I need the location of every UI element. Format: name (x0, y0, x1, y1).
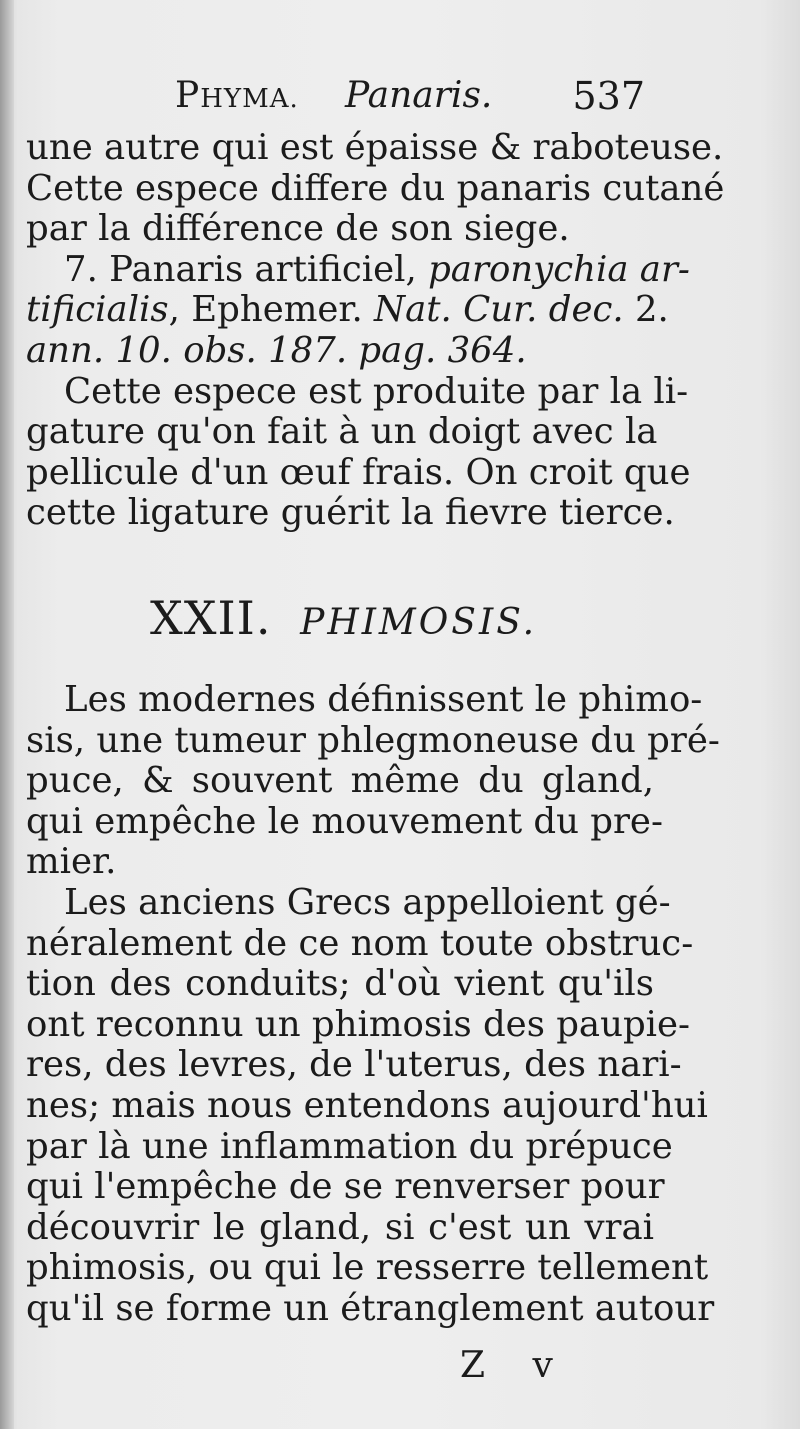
text-line: qu'il se forme un étranglement autour (26, 1287, 715, 1329)
text-line: ont reconnu un phimosis des paupie- (26, 1003, 691, 1045)
section-title: PHIMOSIS. (300, 602, 538, 643)
text-line (26, 289, 669, 331)
text-line: nes; mais nous entendons aujourd'hui (26, 1084, 708, 1126)
text-segment: ann. 10. obs. 187. pag. 364. (26, 329, 527, 371)
text-line: gature qu'on fait à un doigt avec la (26, 411, 658, 453)
text-segment: Nat. Cur. dec. (374, 289, 624, 331)
text-segment: 2. (623, 289, 669, 331)
text-line: mier. (26, 841, 117, 883)
text-line (26, 248, 690, 291)
text-line: cette ligature guérit la fievre tierce. (26, 492, 675, 534)
text-line (26, 331, 654, 372)
text-line: Cette espece differe du panaris cutané (26, 167, 725, 209)
text-line: par là une inflammation du prépuce (26, 1125, 673, 1167)
text-line: néralement de ce nom toute obstruc- (26, 922, 694, 964)
text-line: puce, & souvent même du gland, (26, 760, 654, 802)
text-line: res, des levres, de l'uterus, des nari- (26, 1044, 682, 1086)
text-line: tion des conduits; d'où vient qu'ils (26, 963, 654, 1005)
text-line: Cette espece est produite par la li- (64, 370, 689, 412)
text-line: découvrir le gland, si c'est un vrai (26, 1206, 654, 1248)
text-line: pellicule d'un œuf frais. On croit que (26, 451, 691, 493)
paragraph-block-phimosis (26, 679, 720, 1330)
running-title: PHYMA. (175, 75, 299, 116)
text-segment: , Ephemer. (168, 289, 375, 331)
page-gutter-shadow (0, 0, 14, 1429)
text-line: phimosis, ou qui le resserre tellement (26, 1247, 709, 1289)
section-number: XXII. (150, 591, 272, 645)
signature-mark: Z v (460, 1345, 571, 1386)
text-segment: 7. Panaris artificiel, (64, 248, 429, 290)
page-number: 537 (572, 74, 645, 118)
running-header (175, 68, 655, 124)
text-segment: paronychia ar- (428, 248, 690, 290)
text-line: une autre qui est épaisse & raboteuse. (26, 127, 724, 168)
text-line: sis, une tumeur phlegmoneuse du pré- (26, 719, 720, 761)
text-line: Les modernes définissent le phimo- (64, 679, 703, 720)
paragraph-block-panaris (26, 127, 725, 534)
text-line: par la différence de son siege. (26, 208, 570, 250)
text-line: qui l'empêche de se renverser pour (26, 1166, 665, 1208)
section-heading (150, 588, 570, 648)
text-segment: tificialis (26, 289, 169, 331)
running-subtitle: Panaris. (345, 75, 493, 116)
text-line: qui empêche le mouvement du pre- (26, 800, 663, 842)
text-line: Les anciens Grecs appelloient gé- (64, 881, 671, 923)
